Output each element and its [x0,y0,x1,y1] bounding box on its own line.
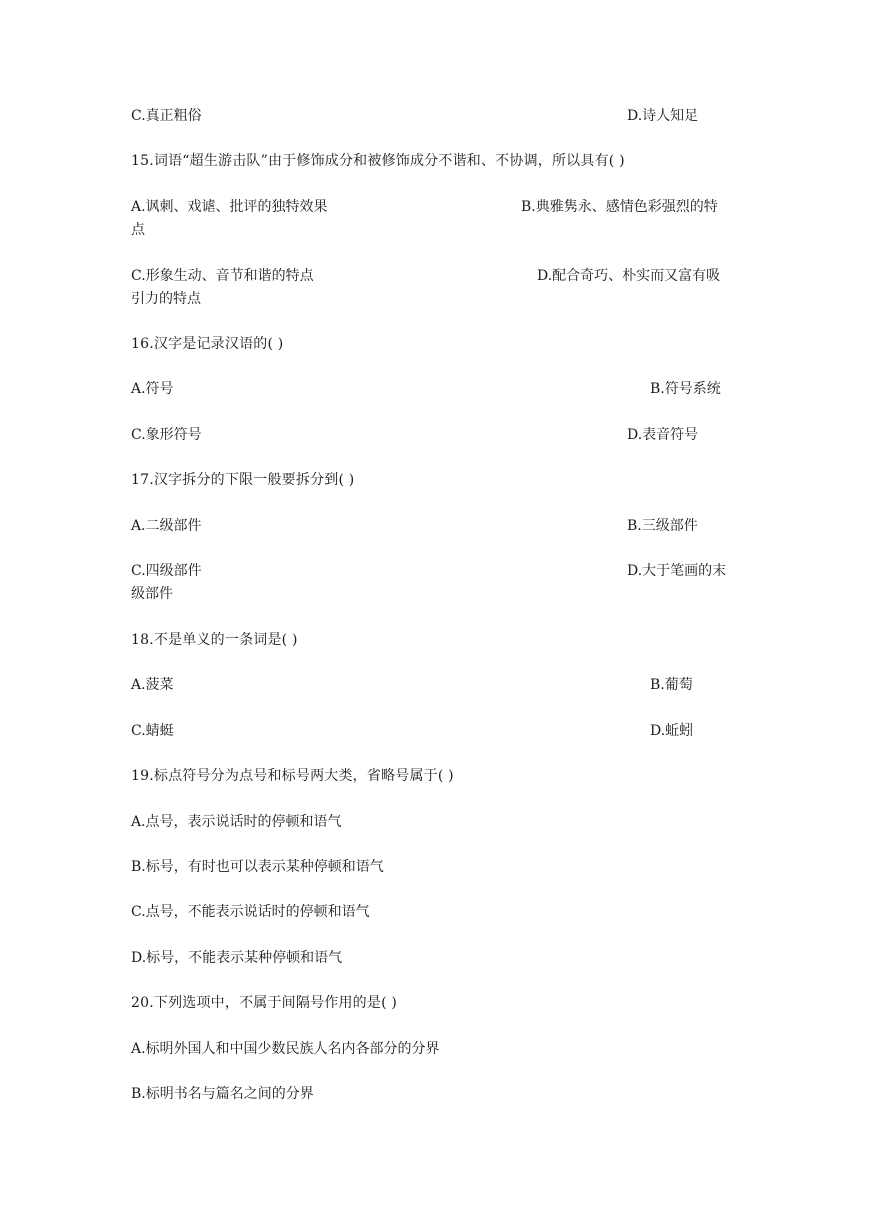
q17-option-a: A.二级部件 [131,518,202,534]
q16-option-b: B.符号系统 [650,381,721,397]
q20-stem: 20.下列选项中，不属于间隔号作用的是( ) [131,995,398,1011]
q15-option-b: B.典雅隽永、感情色彩强烈的特 [521,199,718,215]
q19-option-c: C.点号，不能表示说话时的停顿和语气 [131,904,370,920]
q15-option-d: D.配合奇巧、朴实而又富有吸 [537,268,721,284]
q14-option-c: C.真正粗俗 [131,108,202,124]
q16-option-c: C.象形符号 [131,427,202,443]
q17-option-b: B.三级部件 [627,518,698,534]
q18-option-b: B.葡萄 [650,677,693,693]
q16-option-d: D.表音符号 [627,427,699,443]
q20-option-b: B.标明书名与篇名之间的分界 [131,1086,314,1102]
q19-option-b: B.标号，有时也可以表示某种停顿和语气 [131,859,384,875]
q17-option-d-wrap: 级部件 [131,586,173,602]
q14-option-d: D.诗人知足 [627,108,699,124]
q18-option-a: A.菠菜 [131,677,174,693]
q18-stem: 18.不是单义的一条词是( ) [131,632,298,648]
q15-stem: 15.词语“超生游击队”由于修饰成分和被修饰成分不谐和、不协调，所以具有( ) [131,153,625,169]
q15-option-d-wrap: 引力的特点 [131,291,201,307]
q15-option-c: C.形象生动、音节和谐的特点 [131,268,314,284]
q15-option-b-wrap: 点 [131,222,145,238]
q15-option-a: A.讽刺、戏谑、批评的独特效果 [131,199,328,215]
q20-option-a: A.标明外国人和中国少数民族人名内各部分的分界 [131,1041,440,1057]
q19-stem: 19.标点符号分为点号和标号两大类，省略号属于( ) [131,768,454,784]
q17-stem: 17.汉字拆分的下限一般要拆分到( ) [131,472,355,488]
q17-option-c: C.四级部件 [131,563,202,579]
q16-option-a: A.符号 [131,381,174,397]
q17-option-d: D.大于笔画的末 [627,563,727,579]
q18-option-d: D.蚯蚓 [650,723,694,739]
q19-option-d: D.标号，不能表示某种停顿和语气 [131,950,343,966]
q19-option-a: A.点号，表示说话时的停顿和语气 [131,814,342,830]
q16-stem: 16.汉字是记录汉语的( ) [131,336,284,352]
q18-option-c: C.蜻蜓 [131,723,174,739]
